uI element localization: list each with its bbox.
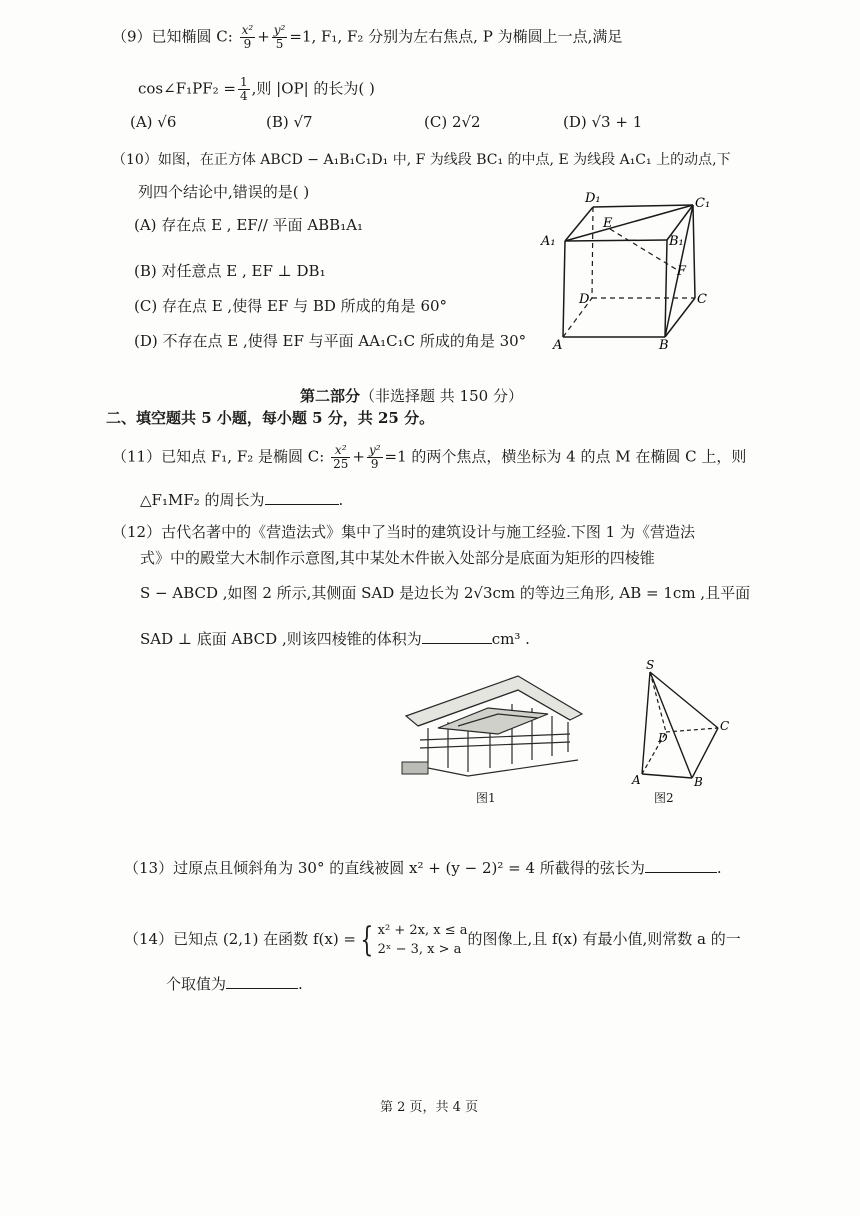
frac-num: y²	[368, 443, 381, 457]
label-b: B	[694, 775, 703, 786]
q12-line2: 式》中的殿堂大木制作示意图,其中某处木件嵌入处部分是底面为矩形的四棱锥	[140, 549, 655, 567]
label-c1: C₁	[695, 196, 711, 211]
frac-den: 9	[243, 37, 252, 51]
q11-frac1	[331, 444, 350, 471]
q11-line2	[140, 490, 343, 510]
frac-num: y²	[273, 23, 286, 37]
q11-line1: （11）已知点 F₁, F₂ 是椭圆 C: $\frac{\text{x²}}{25}$ + $\frac{\text{y²}}{9}$ =1 的两个焦点，横坐标为 4 的点 M 在椭圆 C 上，则	[112, 443, 747, 471]
label-a: A	[632, 773, 641, 786]
answer-blank[interactable]	[226, 974, 298, 989]
section-heading: 二、填空题共 5 小题，每小题 5 分，共 25 分。	[106, 409, 435, 427]
frac-den: 25	[333, 457, 349, 471]
q10-option-a: (A) 存在点 E , EF// 平面 ABB₁A₁	[134, 216, 364, 234]
q10-line1: （10）如图，在正方体 ABCD − A₁B₁C₁D₁ 中, F 为线段 BC₁ 的中点, E 为线段 A₁C₁ 上的动点,下	[112, 152, 731, 168]
part2-title: 第二部分	[300, 387, 361, 405]
q11-suffix: =1 的两个焦点，横坐标为 4 的点 M 在椭圆 C 上，则	[384, 447, 747, 466]
brace: {	[360, 920, 374, 960]
q9-cos-frac	[238, 76, 250, 103]
label-f: F	[677, 264, 687, 279]
q14-cases	[378, 921, 468, 959]
part2-subtitle: （非选择题 共 150 分）	[360, 387, 523, 405]
temple-illustration	[398, 668, 588, 780]
q13-end: .	[716, 859, 722, 877]
cube-figure	[535, 185, 720, 355]
q14-prefix: （14）已知点 (2,1) 在函数 f(x) =	[124, 930, 357, 948]
q14-text: 个取值为	[166, 975, 227, 993]
q12-line4	[140, 629, 530, 649]
q9-option-b: (B) √7	[266, 113, 313, 131]
label-c: C	[720, 719, 730, 733]
q13-text: （13）过原点且倾斜角为 30° 的直线被圆 x² + (y − 2)² = 4 所截得的弦长为	[124, 859, 645, 877]
label-c: C	[697, 292, 707, 307]
q14-line2	[166, 974, 303, 994]
q11-text: △F₁MF₂ 的周长为	[140, 491, 265, 509]
fig1-caption: 图1	[476, 791, 496, 805]
label-s: S	[646, 658, 655, 672]
q9-frac2	[272, 24, 288, 51]
fig2-caption: 图2	[654, 791, 674, 805]
case-2: 2ˣ − 3, x > a	[377, 942, 462, 957]
frac-den: 9	[370, 457, 379, 471]
frac-num: x²	[331, 444, 350, 458]
case-1: x² + 2x, x ≤ a	[377, 923, 468, 938]
q9-line2	[138, 76, 375, 103]
q11-prefix: （11）已知点 F₁, F₂ 是椭圆 C:	[112, 447, 330, 466]
q13-line	[124, 858, 722, 878]
frac-den: 4	[239, 89, 248, 103]
q9-option-a: (A) √6	[130, 113, 177, 131]
label-d: D	[658, 731, 668, 745]
label-b1: B₁	[669, 234, 684, 249]
q12-text: SAD ⊥ 底面 ABCD ,则该四棱锥的体积为	[140, 630, 422, 648]
q14-end: .	[298, 975, 303, 993]
q9-option-c: (C) 2√2	[424, 113, 481, 131]
q12-line1: （12）古代名著中的《营造法式》集中了当时的建筑设计与施工经验.下图 1 为《营造法	[112, 523, 695, 541]
label-d: D	[579, 292, 590, 307]
pyramid-figure	[628, 658, 738, 786]
label-b: B	[659, 338, 669, 353]
q11-frac2	[367, 444, 383, 471]
q14-line1	[124, 921, 741, 959]
part2-heading	[300, 386, 523, 406]
page-footer: 第 2 页，共 4 页	[380, 1100, 479, 1115]
q10-option-c: (C) 存在点 E ,使得 EF 与 BD 所成的角是 60°	[134, 297, 448, 315]
q12-unit: cm³ .	[491, 630, 530, 648]
q10-option-d: (D) 不存在点 E ,使得 EF 与平面 AA₁C₁C 所成的角是 30°	[134, 332, 527, 350]
q9-prefix: （9）已知椭圆 C:	[112, 27, 238, 46]
q11-end: .	[338, 491, 344, 509]
label-a: A	[553, 338, 563, 353]
label-a1: A₁	[541, 234, 556, 249]
label-d1: D₁	[585, 191, 601, 206]
q9-suffix: =1, F₁, F₂ 分别为左右焦点, P 为椭圆上一点,满足	[289, 27, 623, 46]
answer-blank[interactable]	[265, 490, 339, 505]
q14-suffix: 的图像上,且 f(x) 有最小值,则常数 a 的一	[467, 930, 741, 948]
q9-line1: （9）已知椭圆 C: $\frac{\text{x²}}{9}$ + $\frac{\text{y²}}{5}$ =1, F₁, F₂ 分别为左右焦点, P 为椭圆上一点,满足	[112, 23, 623, 51]
answer-blank[interactable]	[645, 858, 717, 873]
answer-blank[interactable]	[422, 629, 492, 644]
frac-den: 5	[275, 37, 284, 51]
q12-line3: S − ABCD ,如图 2 所示,其侧面 SAD 是边长为 2√3cm 的等边三角形, AB = 1cm ,且平面	[140, 584, 751, 602]
q9-frac1	[240, 24, 256, 51]
q9-cos: cos∠F₁PF₂ =	[138, 79, 236, 98]
q10-line2: 列四个结论中,错误的是( )	[138, 183, 310, 201]
q9-option-d: (D) √3 + 1	[563, 113, 643, 131]
label-e: E	[603, 216, 613, 231]
q10-option-b: (B) 对任意点 E , EF ⊥ DB₁	[134, 262, 326, 280]
frac-num: x²	[241, 23, 254, 37]
q9-ask: ,则 |OP| 的长为( )	[251, 79, 375, 98]
frac-num: 1	[239, 75, 248, 89]
